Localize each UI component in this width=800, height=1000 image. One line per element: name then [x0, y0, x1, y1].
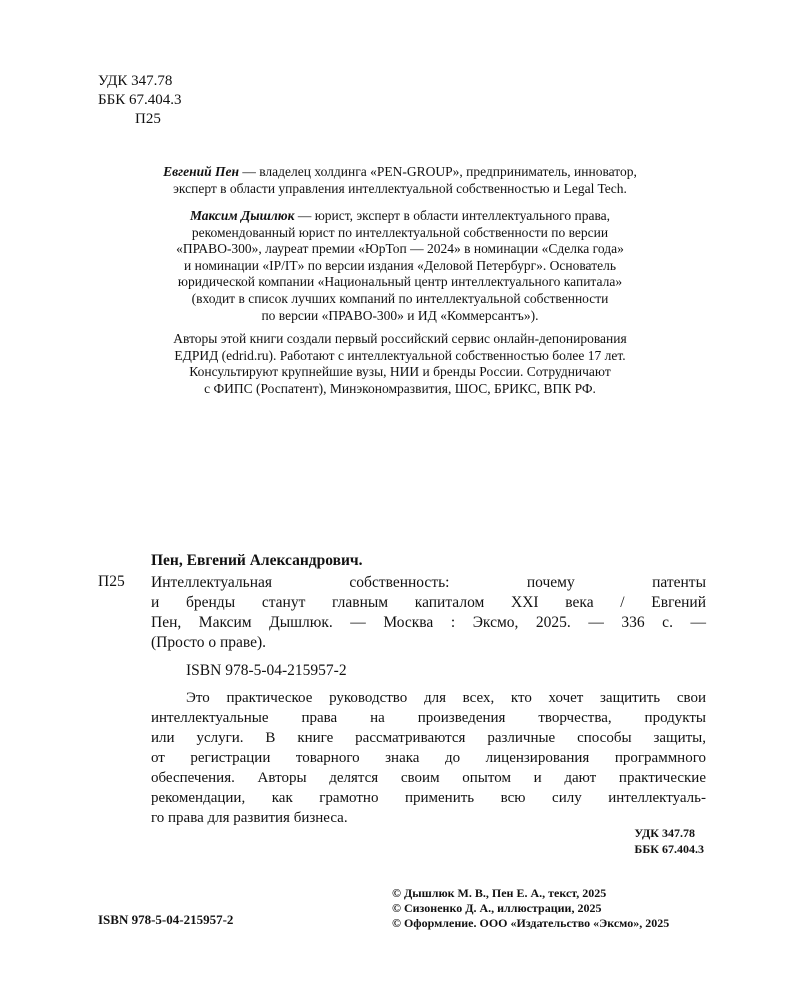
reference-line: (Просто о праве). [151, 634, 267, 651]
bio-line: — владелец холдинга «PEN-GROUP», предприниматель, инноватор, [238, 164, 637, 179]
bio-line: по версии «ПРАВО-300» и ИД «Коммерсантъ»). [261, 307, 539, 323]
bio-line: эксперт в области управления интеллектуальной собственностью и Legal Tech. [173, 180, 627, 196]
catalog-author-heading: Пен, Евгений Александрович. [151, 552, 363, 569]
author-name-dyshlyuk: Максим Дышлюк [189, 208, 295, 223]
author-sign-code: П25 [135, 111, 161, 127]
annotation-line: интеллектуальные права на произведения творчества, продукты [151, 710, 706, 726]
bottom-classification-codes [634, 825, 704, 857]
copyright-line: © Сизоненко Д. А., иллюстрации, 2025 [392, 901, 602, 915]
annotation-line: Это практическое руководство для всех, кто хочет защитить свои [186, 690, 706, 706]
bbk-code-bottom: ББК 67.404.3 [634, 842, 704, 856]
reference-line: и бренды станут главным капиталом XXI века / Евгений [151, 594, 706, 611]
annotation-line: обеспечения. Авторы делятся своим опытом и дают практические [151, 770, 706, 786]
reference-line: Интеллектуальная собственность: почему патенты [151, 574, 706, 591]
annotation-line: го права для развития бизнеса. [151, 810, 348, 826]
annotation-line: от регистрации товарного знака до лицензирования программного [151, 750, 706, 766]
udk-code-bottom: УДК 347.78 [634, 826, 695, 840]
udk-code: УДК 347.78 [98, 73, 173, 89]
copyright-block [392, 886, 669, 931]
about-line: ЕДРИД (edrid.ru). Работают с интеллектуальной собственностью более 17 лет. [174, 347, 626, 363]
author-bio-dyshlyuk [90, 208, 710, 324]
annotation-line: рекомендации, как грамотно применить всю силу интеллектуаль- [151, 790, 706, 806]
reference-line: Пен, Максим Дышлюк. — Москва : Эксмо, 2025. — 336 с. — [151, 614, 706, 631]
about-authors [90, 331, 710, 397]
bio-line: — юрист, эксперт в области интеллектуального права, [294, 208, 611, 223]
copyright-line: © Дышлюк М. В., Пен Е. А., текст, 2025 [392, 886, 607, 900]
top-classification-codes [98, 72, 181, 129]
bio-line: (входит в список лучших компаний по интеллектуальной собственности [191, 290, 609, 306]
annotation-line: или услуги. В книге рассматриваются различные способы защиты, [151, 730, 706, 746]
annotation [151, 688, 706, 828]
isbn-bottom: ISBN 978-5-04-215957-2 [98, 912, 234, 927]
author-bio-pen [90, 164, 710, 197]
bio-line: «ПРАВО-300», лауреат премии «ЮрТоп — 2024» в номинации «Сделка года» [176, 241, 624, 257]
about-line: Консультируют крупнейшие вузы, НИИ и бренды России. Сотрудничают [189, 364, 611, 380]
copyright-line: © Оформление. ООО «Издательство «Эксмо», 2025 [392, 916, 670, 930]
bio-line: юридической компании «Национальный центр интеллектуального капитала» [177, 274, 623, 290]
catalog-class-code: П25 [98, 573, 125, 590]
about-line: с ФИПС (Роспатент), Минэкономразвития, ШОС, БРИКС, ВПК РФ. [204, 380, 596, 396]
bio-line: рекомендованный юрист по интеллектуальной собственности по версии [191, 224, 609, 240]
bbk-code: ББК 67.404.3 [98, 92, 182, 108]
catalog-isbn: ISBN 978-5-04-215957-2 [186, 662, 347, 679]
catalog-reference [151, 573, 706, 653]
author-name-pen: Евгений Пен [163, 164, 239, 179]
about-line: Авторы этой книги создали первый российский сервис онлайн-депонирования [173, 331, 627, 346]
bio-line: и номинации «IP/IT» по версии издания «Деловой Петербург». Основатель [184, 257, 616, 273]
